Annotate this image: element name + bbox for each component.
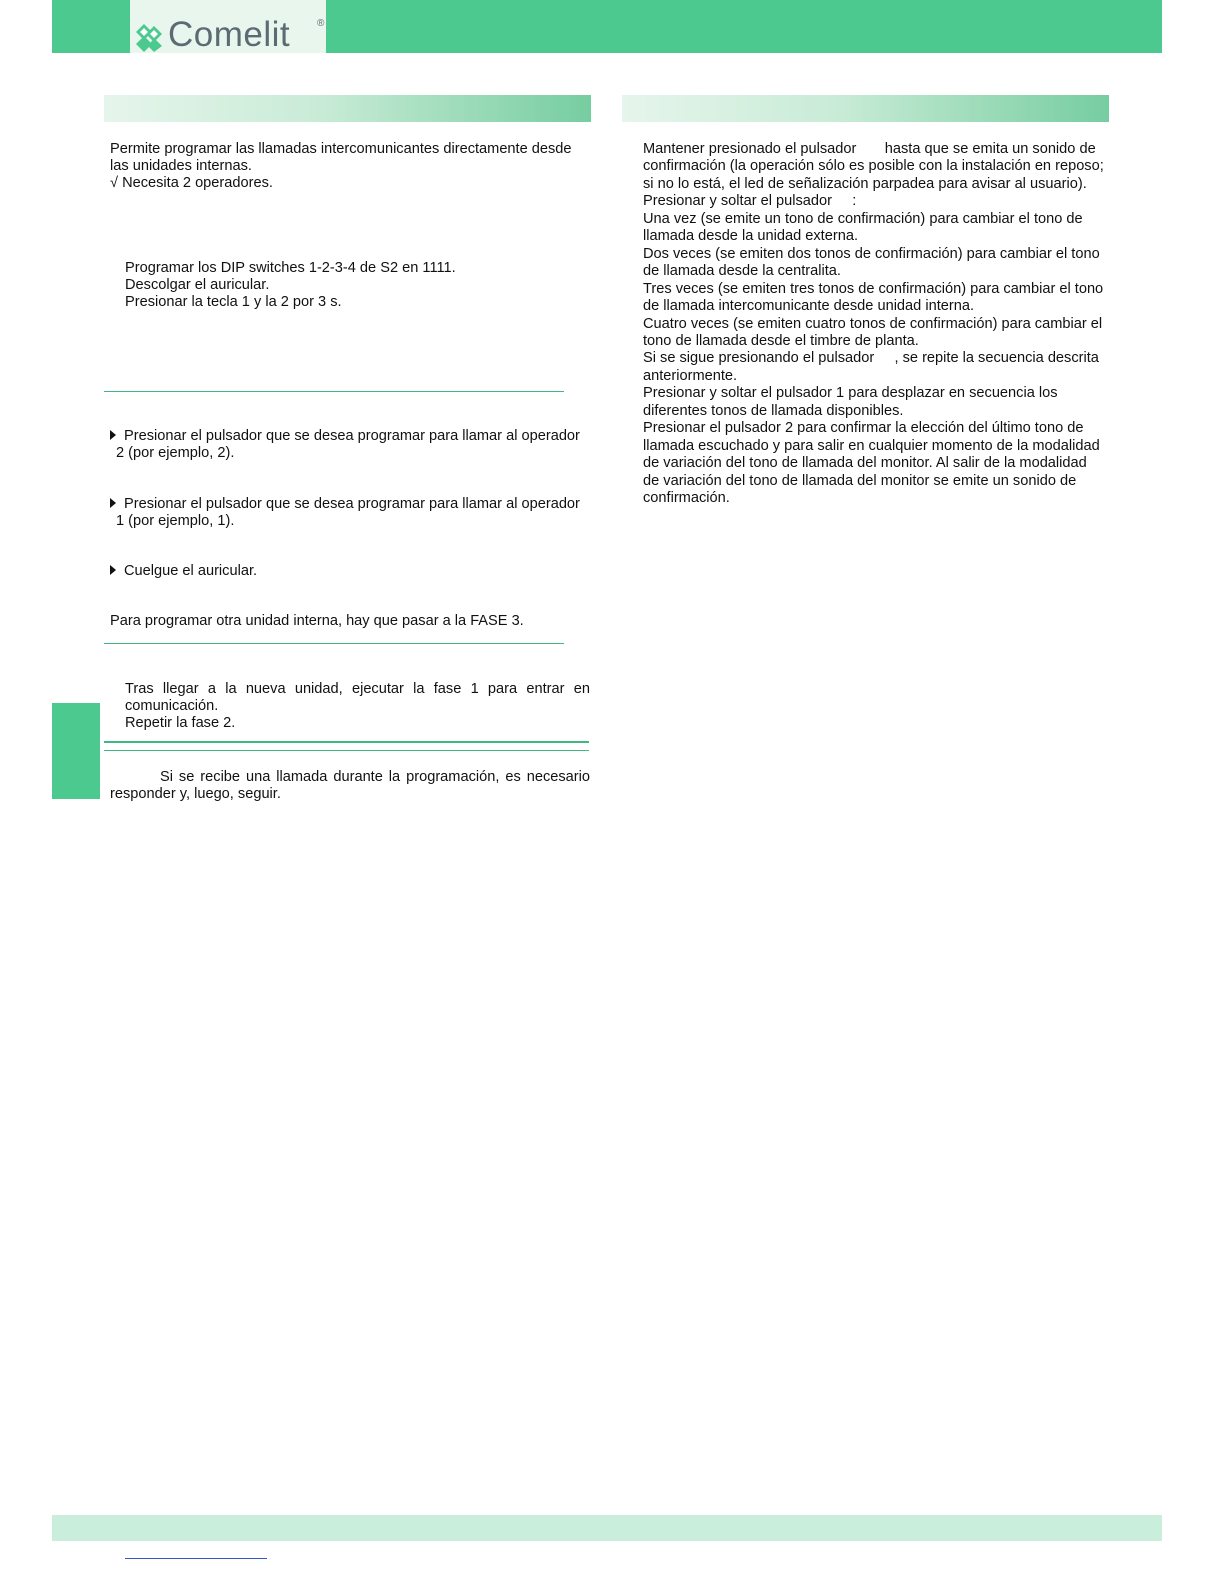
intro-paragraph: [110, 141, 590, 192]
text-line: de llamada desde la centralita.: [643, 263, 841, 280]
note-rule-bottom: [104, 750, 589, 751]
comelit-logo-mark: [132, 22, 168, 52]
operators-requirement: √ Necesita 2 operadores.: [110, 175, 273, 191]
phase1-steps: [125, 260, 590, 311]
phase2-item-3: [110, 563, 590, 580]
text-line: Presionar el pulsador que se desea programar para llamar al operador: [124, 496, 580, 512]
text-line: Cuelgue el auricular.: [124, 563, 258, 579]
text-line: Mantener presionado el pulsador hasta que se emita un sonido de: [643, 141, 1096, 157]
text-line: Repetir la fase 2.: [125, 715, 236, 731]
logo-wordmark: Comelit: [168, 15, 291, 54]
phase3-steps: [125, 681, 590, 732]
text-line: tono de llamada desde el timbre de planta.: [643, 332, 919, 349]
text-line: 2 (por ejemplo, 2).: [116, 445, 235, 461]
phase2-item-1: [110, 428, 590, 462]
text-line: Permite programar las llamadas intercomunicantes directamente desde: [110, 141, 572, 157]
step-item: Programar los DIP switches 1-2-3-4 de S2 en 1111.: [125, 260, 456, 276]
text-line: llamada escuchado y para salir en cualquier momento de la modalidad: [643, 437, 1100, 454]
text-line: confirmación (la operación sólo es posible con la instalación en reposo;: [643, 158, 1104, 175]
registered-mark: ®: [317, 18, 325, 29]
footer-bar: [52, 1515, 1162, 1541]
text-line: de llamada intercomunicante desde unidad interna.: [643, 298, 975, 315]
arrow-right-icon: [110, 565, 116, 575]
text-line: Para programar otra unidad interna, hay que pasar a la FASE 3.: [110, 613, 524, 629]
left-section-header: [104, 95, 591, 122]
text-line: Cuatro veces (se emiten cuatro tonos de confirmación) para cambiar el: [643, 315, 1103, 332]
text-line: 1 (por ejemplo, 1).: [116, 513, 235, 529]
text-line: confirmación.: [643, 490, 730, 507]
text-line: si no lo está, el led de señalización parpadea para avisar al usuario).: [643, 175, 1087, 192]
programming-note: [110, 769, 590, 803]
next-phase-note: [110, 613, 590, 630]
divider: [104, 643, 564, 644]
text-line: responder y, luego, seguir.: [110, 786, 281, 802]
text-line: Tras llegar a la nueva unidad, ejecutar la fase 1 para entrar en: [125, 681, 590, 697]
text-line: Si se sigue presionando el pulsador , se repite la secuencia descrita: [643, 350, 1099, 367]
divider: [104, 391, 564, 392]
step-item: Descolgar el auricular.: [125, 277, 270, 293]
ringtone-instructions: [643, 141, 1108, 508]
text-line: de variación del tono de llamada del monitor se emite un sonido de: [643, 472, 1077, 489]
text-line: Tres veces (se emiten tres tonos de confirmación) para cambiar el tono: [643, 280, 1104, 297]
text-line: Si se recibe una llamada durante la programación, es necesario: [160, 769, 590, 785]
text-line: Presionar y soltar el pulsador :: [643, 193, 857, 210]
arrow-right-icon: [110, 430, 116, 440]
text-line: las unidades internas.: [110, 158, 252, 174]
side-tab: [52, 703, 100, 799]
text-line: anteriormente.: [643, 367, 738, 384]
text-line: Una vez (se emite un tono de confirmación) para cambiar el tono de: [643, 210, 1083, 227]
text-line: Presionar y soltar el pulsador 1 para desplazar en secuencia los: [643, 385, 1058, 402]
step-item: Presionar la tecla 1 y la 2 por 3 s.: [125, 294, 342, 310]
text-line: de variación del tono de llamada del monitor. Al salir de la modalidad: [643, 455, 1087, 472]
right-section-header: [622, 95, 1109, 122]
note-rule-top: [104, 741, 589, 743]
arrow-right-icon: [110, 498, 116, 508]
phase2-item-2: [110, 496, 590, 530]
text-line: Presionar el pulsador 2 para confirmar la elección del último tono de: [643, 420, 1084, 437]
text-line: Dos veces (se emiten dos tonos de confirmación) para cambiar el tono: [643, 245, 1100, 262]
text-line: Presionar el pulsador que se desea programar para llamar al operador: [124, 428, 580, 444]
text-line: comunicación.: [125, 698, 219, 714]
text-line: llamada desde la unidad externa.: [643, 228, 859, 245]
footer-underline: [125, 1558, 267, 1559]
text-line: diferentes tonos de llamada disponibles.: [643, 402, 904, 419]
